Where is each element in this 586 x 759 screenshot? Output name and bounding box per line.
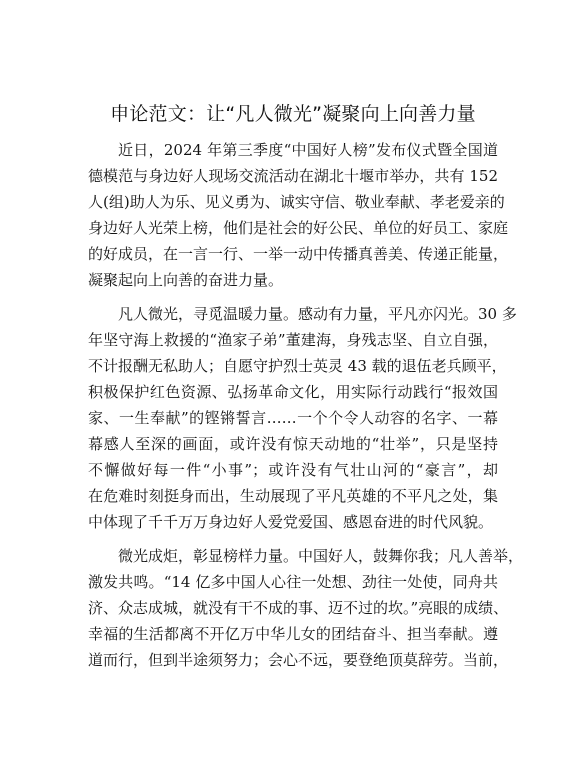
text-line: 济、众志成城，就没有干不成的事、迈不过的坎。”亮眼的成绩、 — [88, 599, 509, 617]
text-line: 凝聚起向上向善的奋进力量。 — [88, 271, 284, 289]
text-line: 年坚守海上救援的“渔家子弟”董建海，身残志坚、自立自强， — [88, 331, 498, 349]
text-line: 幸福的生活都离不开亿万中华儿女的团结奋斗、担当奉献。遵 — [88, 625, 498, 643]
text-line: 家、一生奉献”的铿锵誓言……一个个令人动容的名字、一幕 — [88, 409, 498, 427]
text-line: 微光成炬，彰显榜样力量。中国好人，鼓舞你我；凡人善举， — [118, 547, 524, 565]
text-line: 激发共鸣。“14 亿多中国人心往一处想、劲往一处使，同舟共 — [88, 573, 498, 591]
text-line: 不懈做好每一件“小事”；或许没有气壮山河的“豪言”，却 — [88, 461, 498, 479]
paragraph-1 — [88, 137, 509, 293]
text-line: 幕感人至深的画面，或许没有惊天动地的“壮举”，只是坚持 — [88, 435, 498, 453]
text-line: 道而行，但到半途须努力；会心不远，要登绝顶莫辞劳。当前， — [88, 651, 509, 669]
text-line: 不计报酬无私助人；自愿守护烈士英灵 43 载的退伍老兵顾平， — [88, 357, 507, 375]
document-title: 申论范文：让“凡人微光”凝聚向上向善力量 — [110, 103, 476, 125]
text-line: 的好成员，在一言一行、一举一动中传播真善美、传递正能量， — [88, 245, 509, 263]
paragraph-2 — [88, 301, 517, 535]
paragraph-3 — [88, 543, 524, 673]
text-line: 积极保护红色资源、弘扬革命文化，用实际行动践行“报效国 — [88, 383, 498, 401]
text-line: 人(组)助人为乐、见义勇为、诚实守信、敬业奉献、孝老爱亲的 — [88, 193, 505, 211]
text-line: 身边好人光荣上榜，他们是社会的好公民、单位的好员工、家庭 — [88, 219, 509, 237]
text-line: 德模范与身边好人现场交流活动在湖北十堰市举办，共有 152 — [88, 167, 498, 185]
text-line: 中体现了千千万万身边好人爱党爱国、感恩奋进的时代风貌。 — [88, 513, 494, 531]
text-line: 近日，2024 年第三季度“中国好人榜”发布仪式暨全国道 — [118, 141, 498, 159]
text-line: 在危难时刻挺身而出，生动展现了平凡英雄的不平凡之处，集 — [88, 487, 498, 505]
text-line: 凡人微光，寻觅温暖力量。感动有力量，平凡亦闪光。30 多 — [118, 305, 517, 323]
document-body — [88, 137, 524, 681]
